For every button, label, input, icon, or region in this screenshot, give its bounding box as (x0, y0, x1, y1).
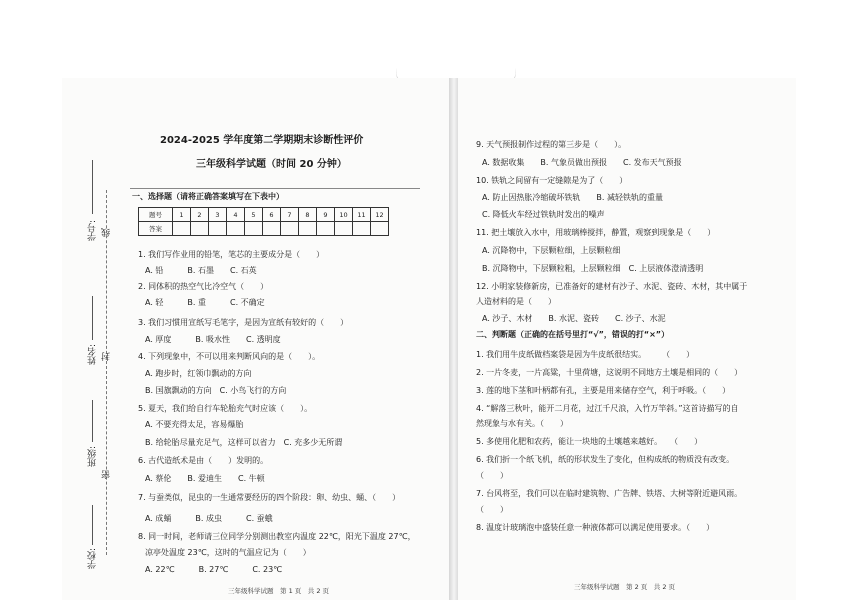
answer-cell[interactable] (227, 222, 245, 236)
question-line: 7. 与蚕类似，昆虫的一生通常要经历的四个阶段：卵、幼虫、蛹、（ ） (138, 493, 401, 502)
question-number: 2 (191, 208, 209, 222)
judge-line: 7. 台风将至，我们可以在临时建筑物、广告牌、铁塔、大树等附近避风雨。 (476, 489, 743, 498)
exam-subtitle: 三年级科学试题（时间 20 分钟） (196, 159, 347, 170)
school-field[interactable] (92, 505, 93, 545)
seal-mark: 线 (102, 228, 112, 237)
option-line: B. 沉降物中，下层颗粒粗，上层颗粒细 C. 上层液体澄清透明 (482, 264, 704, 273)
answer-cell[interactable] (173, 222, 191, 236)
question-number: 6 (263, 208, 281, 222)
question-number: 7 (281, 208, 299, 222)
answer-cell[interactable] (371, 222, 389, 236)
option-line: A. 数据收集 B. 气象员做出预报 C. 发布天气预报 (482, 158, 682, 167)
name-label: 姓名: (88, 344, 98, 366)
question-line: 11. 把土壤放入水中，用玻璃棒搅拌，静置，观察到现象是（ ） (476, 228, 716, 237)
seal-mark: 密 (102, 470, 112, 479)
question-line: 2. 同体积的热空气比冷空气（ ） (138, 282, 269, 291)
page-footer: 三年级科学试题 第 1 页 共 2 页 (228, 587, 330, 595)
question-number: 4 (227, 208, 245, 222)
judge-line: 然现象与水有关。（ ） (476, 419, 568, 428)
option-line: A. 轻 B. 重 C. 不确定 (145, 298, 265, 307)
seal-mark: 封 (102, 352, 112, 361)
answer-cell[interactable] (335, 222, 353, 236)
question-number: 11 (353, 208, 371, 222)
page-footer: 三年级科学试题 第 2 页 共 2 页 (574, 583, 676, 591)
section2-heading: 二、判断题（正确的在括号里打“√”，错误的打“×”） (476, 330, 670, 339)
option-line: C. 降低火车经过铁轨时发出的噪声 (482, 210, 605, 219)
question-number: 9 (317, 208, 335, 222)
question-line: 9. 天气预报制作过程的第三步是（ ）。 (476, 140, 627, 149)
question-line: 8. 同一时间，老师请三位同学分别测出教室内温度 22℃，阳光下温度 27℃， (138, 532, 416, 541)
answer-cell[interactable] (353, 222, 371, 236)
question-line: 5. 夏天，我们给自行车轮胎充气时应该（ ）。 (138, 404, 313, 413)
option-line: A. 蔡伦 B. 爱迪生 C. 牛顿 (145, 474, 265, 483)
option-line: A. 不要充得太足，容易爆胎 (145, 420, 244, 429)
question-line: 凉亭处温度 23℃，这时的气温应记为（ ） (145, 548, 311, 557)
option-line: A. 铅 B. 石墨 C. 石英 (145, 266, 257, 275)
question-line: 3. 我们习惯用宣纸写毛笔字，是因为宣纸有较好的（ ） (138, 318, 349, 327)
question-number: 5 (245, 208, 263, 222)
option-line: A. 成蛹 B. 成虫 C. 蚕蛾 (145, 514, 273, 523)
student-id-label: 学号: (88, 220, 98, 242)
answer-table-header: 答案 (139, 222, 173, 236)
option-line: A. 跑步时，红领巾飘动的方向 (145, 369, 252, 378)
question-line: 人造材料的是（ ） (476, 297, 556, 306)
class-field[interactable] (92, 400, 93, 442)
question-line: 1. 我们写作业用的铅笔，笔芯的主要成分是（ ） (138, 250, 325, 259)
judge-line: 3. 莲的地下茎和叶柄都有孔，主要是用来储存空气，利于呼吸。（ ） (476, 386, 731, 395)
seal-line (106, 190, 107, 555)
answer-table-header: 题号 (139, 208, 173, 222)
question-line: 6. 古代造纸术是由（ ）发明的。 (138, 456, 269, 465)
section-divider (130, 188, 420, 189)
answer-cell[interactable] (317, 222, 335, 236)
judge-line: 8. 温度计玻璃泡中盛装任意一种液体都可以满足使用要求。（ ） (476, 523, 715, 532)
judge-line: 5. 多使用化肥和农药，能让一块地的土壤越来越好。 （ ） (476, 437, 703, 446)
answer-cell[interactable] (281, 222, 299, 236)
option-line: A. 22℃ B. 27℃ C. 23℃ (145, 565, 283, 574)
option-line: B. 国旗飘动的方向 C. 小鸟飞行的方向 (145, 386, 287, 395)
option-line: A. 厚度 B. 吸水性 C. 透明度 (145, 335, 281, 344)
answer-cell[interactable] (245, 222, 263, 236)
answer-cell[interactable] (191, 222, 209, 236)
question-number: 10 (335, 208, 353, 222)
question-number: 3 (209, 208, 227, 222)
judge-line: （ ） (476, 471, 508, 480)
question-line: 4. 下列现象中，不可以用来判断风向的是（ ）。 (138, 352, 321, 361)
option-line: B. 给轮胎尽量充足气，这样可以省力 C. 充多少无所谓 (145, 438, 343, 447)
judge-line: 1. 我们用牛皮纸做档案袋是因为牛皮纸很结实。 （ ） (476, 350, 695, 359)
question-number: 12 (371, 208, 389, 222)
question-line: 10. 铁轨之间留有一定缝隙是为了（ ） (476, 176, 628, 185)
answer-cell[interactable] (263, 222, 281, 236)
option-line: A. 沙子、木材 B. 水泥、瓷砖 C. 沙子、水泥 (482, 314, 666, 323)
judge-line: 4. “解落三秋叶，能开二月花，过江千尺浪，入竹万竿斜。”这首诗描写的自 (476, 404, 739, 413)
judge-line: 2. 一片冬麦，一片高粱，十里荷塘，这说明不同地方土壤是相同的（ ） (476, 368, 743, 377)
class-label: 班级: (88, 446, 98, 468)
option-line: A. 防止因热胀冷缩破坏铁轨 B. 减轻铁轨的重量 (482, 193, 663, 202)
answer-table (138, 207, 389, 236)
answer-cell[interactable] (209, 222, 227, 236)
judge-line: （ ） (476, 505, 508, 514)
option-line: A. 沉降物中，下层颗粒细，上层颗粒细 (482, 246, 621, 255)
school-label: 学校: (88, 548, 98, 570)
judge-line: 6. 我们折一个纸飞机，纸的形状发生了变化，但构成纸的物质没有改变。 (476, 455, 735, 464)
question-number: 1 (173, 208, 191, 222)
student-id-field[interactable] (92, 160, 93, 214)
answer-cell[interactable] (299, 222, 317, 236)
section1-heading: 一、选择题（请将正确答案填写在下表中） (132, 192, 284, 201)
name-field[interactable] (92, 296, 93, 340)
question-number: 8 (299, 208, 317, 222)
exam-title: 2024-2025 学年度第二学期期末诊断性评价 (160, 135, 364, 146)
question-line: 12. 小明家装修新房，已准备好的建材有沙子、水泥、瓷砖、木材，其中属于 (476, 282, 748, 291)
